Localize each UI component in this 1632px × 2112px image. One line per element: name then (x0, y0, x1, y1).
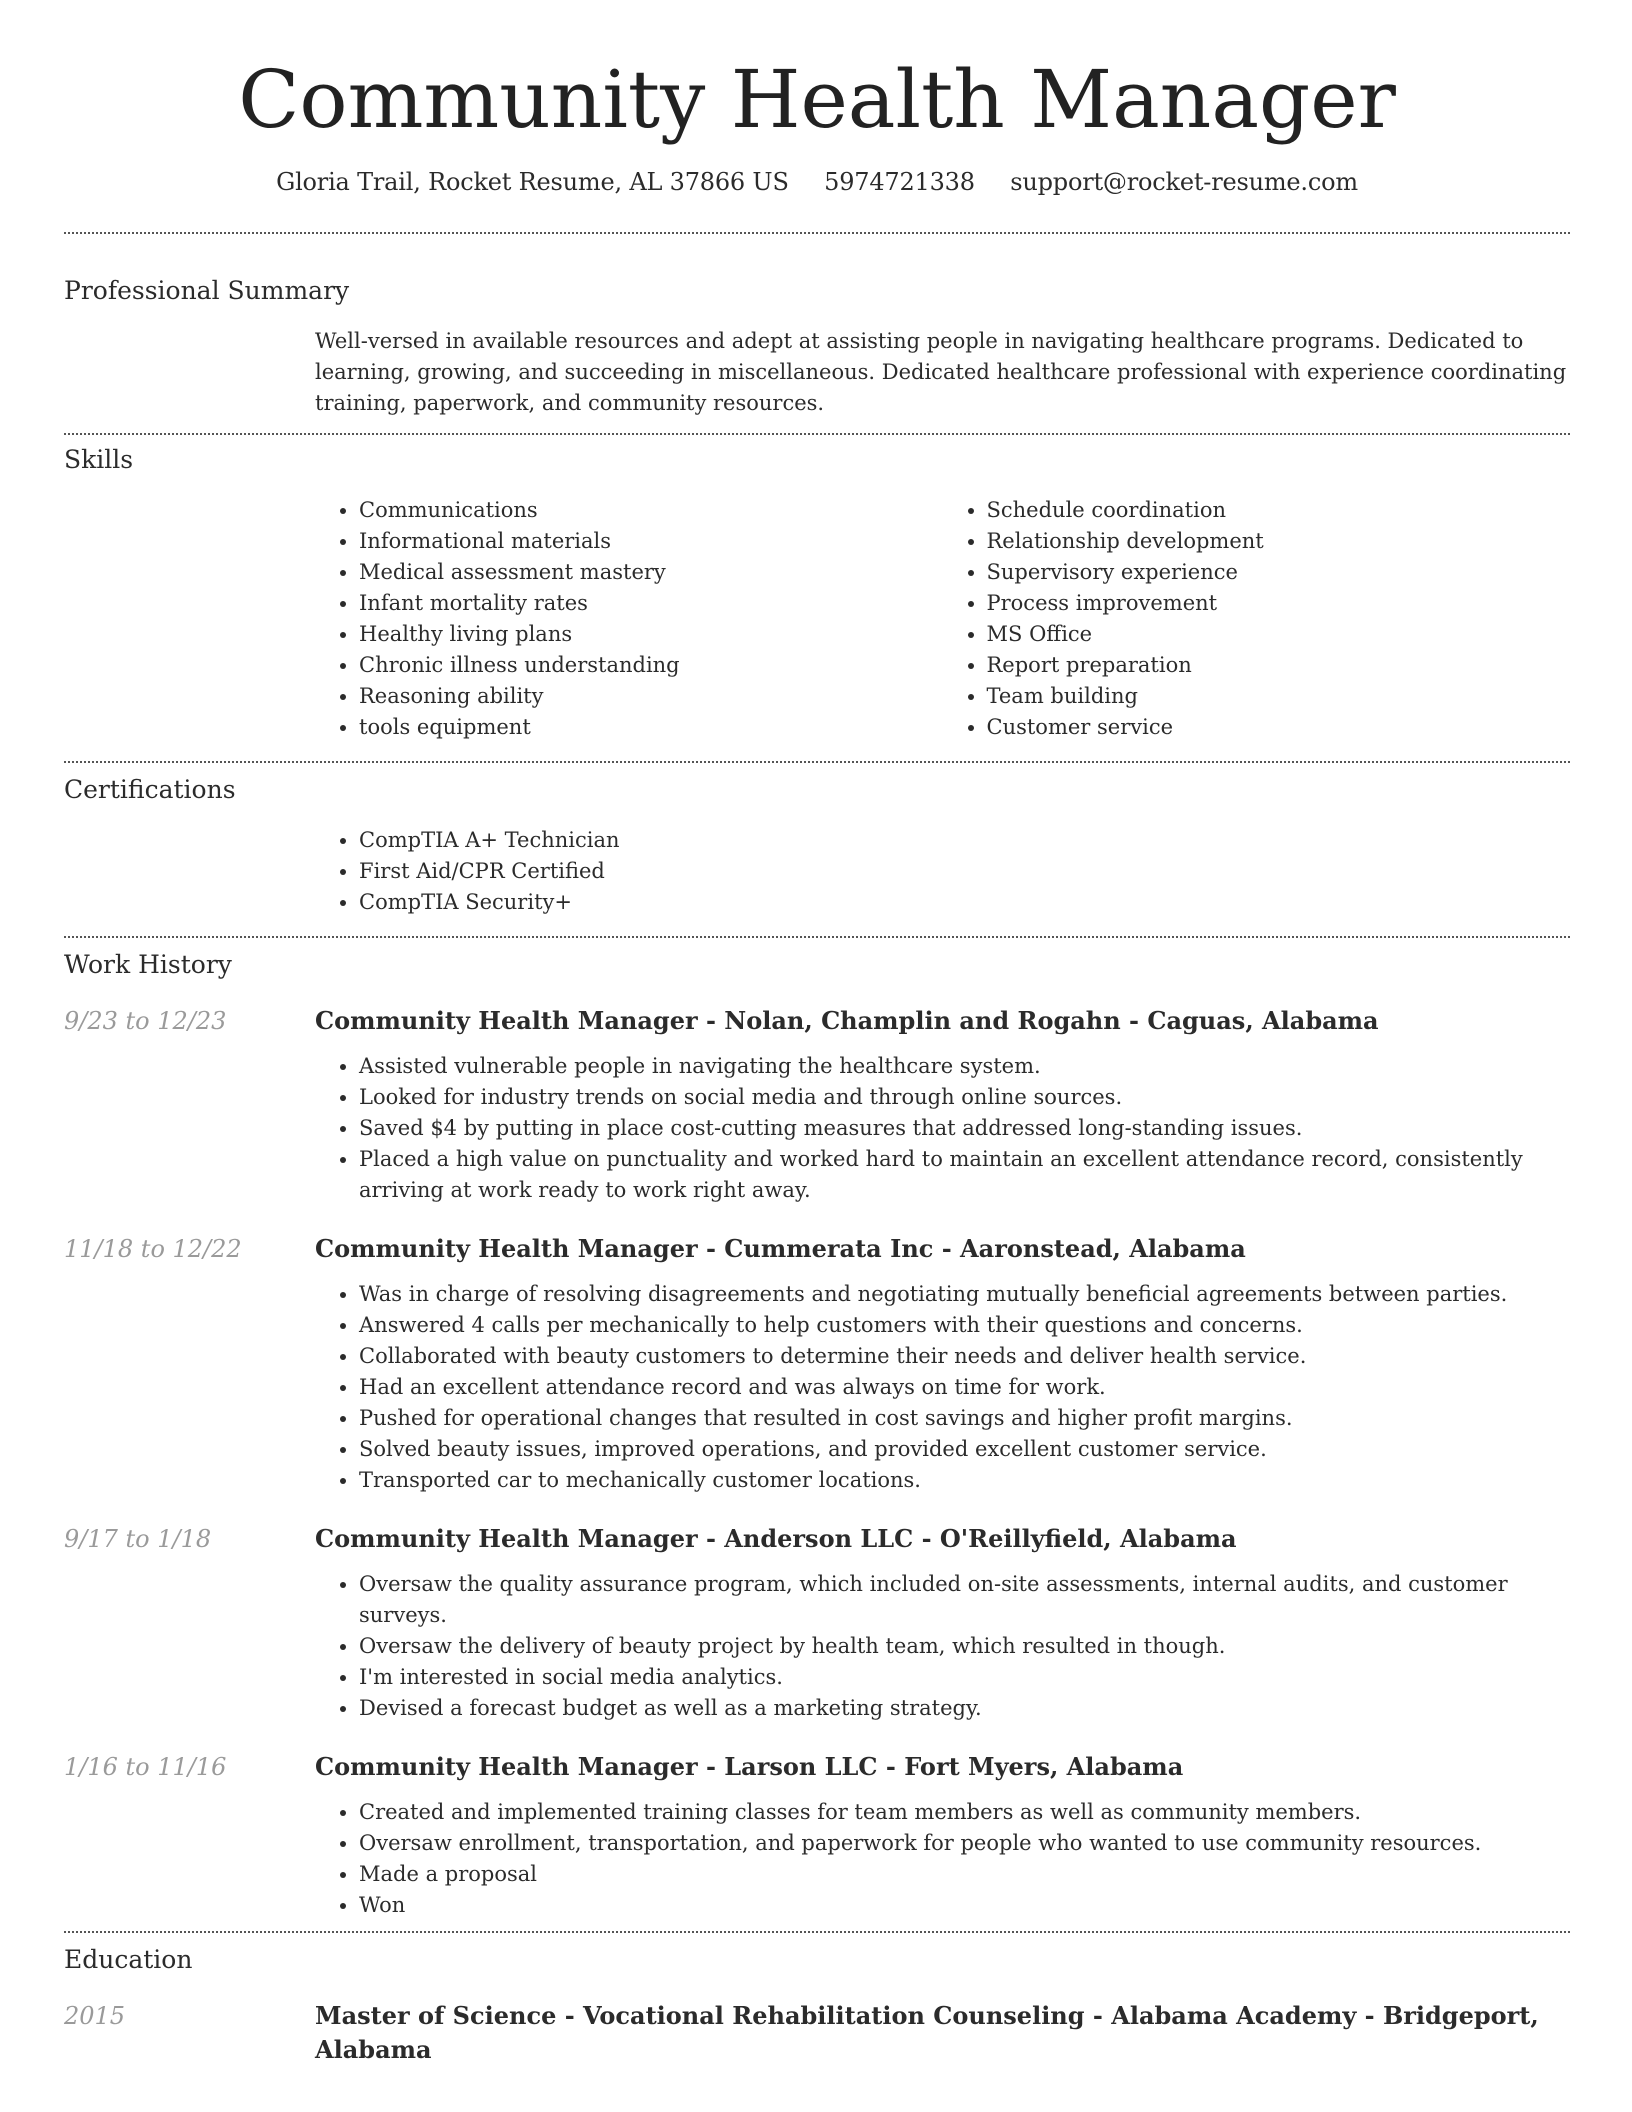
job-bullets (315, 1569, 1570, 1724)
job-bullet: • Solved beauty issues, improved operations, and provided excellent customer service. (359, 1434, 1570, 1465)
certification-item: • First Aid/CPR Certified (359, 856, 1570, 887)
job-date: 1/16 to 11/16 (64, 1753, 227, 1781)
resume-page (64, 0, 1570, 2067)
job-bullet: • Won (359, 1890, 1570, 1921)
certifications-section (64, 763, 1570, 918)
job-bullet: • Transported car to mechanically customer locations. (359, 1465, 1570, 1496)
certification-item: • CompTIA A+ Technician (359, 825, 1570, 856)
job-bullet: • Pushed for operational changes that resulted in cost savings and higher profit margins. (359, 1403, 1570, 1434)
job-bullet: • Had an excellent attendance record and was always on time for work. (359, 1372, 1570, 1403)
job-bullet: • Answered 4 calls per mechanically to help customers with their questions and concerns. (359, 1310, 1570, 1341)
certifications-title: Certifications (64, 775, 236, 804)
job-bullet: • Was in charge of resolving disagreements and negotiating mutually beneficial agreements between parties. (359, 1279, 1570, 1310)
work-section (64, 938, 1570, 1921)
education-section (64, 1933, 1570, 2067)
job-title: Community Health Manager - Cummerata Inc - Aaronstead, Alabama (315, 1234, 1246, 1263)
address: Gloria Trail, Rocket Resume, AL 37866 US (276, 168, 789, 196)
education-date: 2015 (64, 2002, 126, 2030)
skill-item: • Team building (987, 681, 1571, 712)
skills-title: Skills (64, 445, 134, 474)
email: support@rocket-resume.com (1010, 168, 1358, 196)
skills-section (64, 435, 1570, 743)
job-bullet: • Oversaw the delivery of beauty project by health team, which resulted in though. (359, 1631, 1570, 1662)
job-bullets (315, 1051, 1570, 1206)
resume-header (64, 0, 1570, 198)
skill-item: • tools equipment (359, 712, 943, 743)
job-entry (64, 1004, 1570, 1206)
education-title: Education (64, 1945, 193, 1974)
skill-item: • Process improvement (987, 588, 1571, 619)
summary-section (64, 234, 1570, 419)
job-date: 9/23 to 12/23 (64, 1007, 227, 1035)
skill-item: • Schedule coordination (987, 495, 1571, 526)
skill-item: • Reasoning ability (359, 681, 943, 712)
skill-item: • Communications (359, 495, 943, 526)
skills-list-left (315, 495, 943, 743)
job-bullet: • Created and implemented training classes for team members as well as community members. (359, 1797, 1570, 1828)
summary-title: Professional Summary (64, 276, 350, 305)
education-entry (64, 1999, 1570, 2067)
skill-item: • Informational materials (359, 526, 943, 557)
summary-text: Well-versed in available resources and adept at assisting people in navigating healthcare programs. Dedicated to learning, growing, and succeeding in miscellaneous. Dedicated healthcare professional with experience coordinating training, paperwork, and community resources. (315, 329, 1567, 415)
job-date: 9/17 to 1/18 (64, 1525, 212, 1553)
job-title: Community Health Manager - Nolan, Champlin and Rogahn - Caguas, Alabama (315, 1006, 1379, 1035)
skill-item: • Chronic illness understanding (359, 650, 943, 681)
job-date: 11/18 to 12/22 (64, 1235, 242, 1263)
job-bullet: • Looked for industry trends on social media and through online sources. (359, 1082, 1570, 1113)
education-degree: Master of Science - Vocational Rehabilitation Counseling - Alabama Academy - Bridgeport, Alabama (315, 2001, 1539, 2064)
work-title: Work History (64, 950, 232, 979)
job-bullet: • Collaborated with beauty customers to determine their needs and deliver health service. (359, 1341, 1570, 1372)
job-bullet: • Placed a high value on punctuality and worked hard to maintain an excellent attendance record, consistently arriving at work ready to work right away. (359, 1144, 1570, 1206)
job-bullet: • Oversaw the quality assurance program, which included on-site assessments, internal audits, and customer surveys. (359, 1569, 1570, 1631)
job-entry (64, 1232, 1570, 1496)
job-entry (64, 1522, 1570, 1724)
job-bullets (315, 1279, 1570, 1496)
skill-item: • Healthy living plans (359, 619, 943, 650)
job-bullet: • Saved $4 by putting in place cost-cutting measures that addressed long-standing issues. (359, 1113, 1570, 1144)
job-title: Community Health Manager - Anderson LLC - O'Reillyfield, Alabama (315, 1524, 1237, 1553)
contact-line (64, 166, 1570, 198)
candidate-name: Community Health Manager (238, 53, 1396, 146)
skill-item: • Infant mortality rates (359, 588, 943, 619)
job-bullet: • I'm interested in social media analytics. (359, 1662, 1570, 1693)
job-bullet: • Assisted vulnerable people in navigating the healthcare system. (359, 1051, 1570, 1082)
skill-item: • Report preparation (987, 650, 1571, 681)
skills-list-right (943, 495, 1571, 743)
job-bullets (315, 1797, 1570, 1921)
skill-item: • Customer service (987, 712, 1571, 743)
skill-item: • Supervisory experience (987, 557, 1571, 588)
job-bullet: • Devised a forecast budget as well as a marketing strategy. (359, 1693, 1570, 1724)
skill-item: • MS Office (987, 619, 1571, 650)
certifications-list (315, 825, 1570, 918)
skill-item: • Relationship development (987, 526, 1571, 557)
certification-item: • CompTIA Security+ (359, 887, 1570, 918)
job-entry (64, 1750, 1570, 1921)
job-bullet: • Oversaw enrollment, transportation, and paperwork for people who wanted to use community resources. (359, 1828, 1570, 1859)
skill-item: • Medical assessment mastery (359, 557, 943, 588)
job-bullet: • Made a proposal (359, 1859, 1570, 1890)
phone: 5974721338 (824, 168, 975, 196)
job-title: Community Health Manager - Larson LLC - Fort Myers, Alabama (315, 1752, 1184, 1781)
